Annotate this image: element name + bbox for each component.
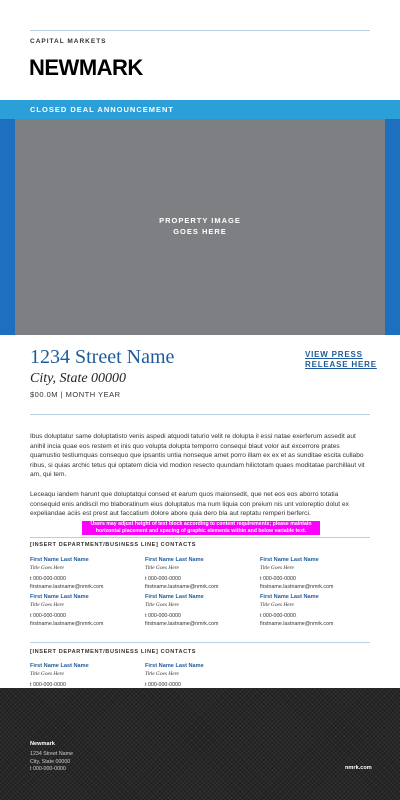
footer-website-link[interactable]: nmrk.com	[345, 765, 372, 771]
image-placeholder-line2: GOES HERE	[173, 227, 227, 236]
footer	[0, 688, 400, 800]
property-image-placeholder	[15, 119, 385, 335]
layout-warning-note: Users may adjust height of text block according to content requirements; please maintain horizontal placement and spacing of graphic elements within and below variable text.	[82, 521, 320, 535]
deal-price-date: $00.0M | MONTH YEAR	[30, 390, 121, 399]
contact-title: Title Goes Here	[30, 565, 64, 571]
contact-phone[interactable]: t 000-000-0000	[260, 613, 296, 619]
body-paragraph-1: Ibus doluptatur same doluptatisto venis aspedi atquodi taturio velit re dolupta il essi natae exerferum assedit aut anihil incia quae eos restem et inis quo volupta dolupta temporro consequi blaut volor aut excerrore prates quamustio testiumquas consequo que ipsantis untia nonseque amet porro illam ex ex et as sunditae escita cullabo ribus, si quias archic tetus qui optatem dicia vid modion resecto quundam hilictotam quaes moditatae parchillaut vit am, qui tem.	[30, 433, 365, 479]
contacts-divider-2	[30, 642, 370, 643]
contact-phone[interactable]: t 000-000-0000	[30, 613, 66, 619]
contacts-divider-1	[30, 537, 370, 538]
contact-title: Title Goes Here	[30, 602, 64, 608]
contacts-section-heading: [INSERT DEPARTMENT/BUSINESS LINE] CONTACTS	[30, 542, 197, 548]
contact-card	[30, 557, 140, 591]
contact-name[interactable]: First Name Last Name	[145, 594, 204, 600]
press-link-line2: RELEASE HERE	[305, 360, 377, 369]
contact-phone[interactable]: t 000-000-0000	[30, 682, 66, 688]
newmark-logo[interactable]: NEWMARK	[29, 55, 143, 80]
contact-email[interactable]: firstname.lastname@nmrk.com	[30, 620, 104, 627]
contact-name[interactable]: First Name Last Name	[30, 663, 89, 669]
footer-address-line2: City, State 00000	[30, 758, 71, 765]
footer-address	[30, 751, 73, 774]
image-placeholder-line1: PROPERTY IMAGE	[159, 216, 241, 225]
contact-phone[interactable]: t 000-000-0000	[30, 576, 66, 582]
banner-label: CLOSED DEAL ANNOUNCEMENT	[30, 105, 175, 114]
title-divider	[30, 414, 370, 415]
footer-address-line1: 1234 Street Name	[30, 751, 73, 757]
division-label: CAPITAL MARKETS	[30, 38, 107, 45]
contact-phone[interactable]: t 000-000-0000	[145, 613, 181, 619]
right-accent-bar	[385, 119, 400, 335]
contact-title: Title Goes Here	[30, 671, 64, 677]
contact-phone[interactable]: t 000-000-0000	[260, 576, 296, 582]
contact-phone[interactable]: t 000-000-0000	[145, 682, 181, 688]
contact-phone[interactable]: t 000-000-0000	[145, 576, 181, 582]
footer-phone[interactable]: t 000-000-0000	[30, 766, 66, 772]
contact-name[interactable]: First Name Last Name	[145, 663, 204, 669]
contact-card	[30, 594, 140, 628]
footer-company: Newmark	[30, 741, 55, 747]
contact-name[interactable]: First Name Last Name	[260, 557, 319, 563]
contact-card	[145, 594, 255, 628]
contact-card	[260, 557, 370, 591]
contact-title: Title Goes Here	[260, 565, 294, 571]
announcement-banner	[0, 100, 400, 119]
contact-email[interactable]: firstname.lastname@nmrk.com	[30, 583, 104, 590]
contact-email[interactable]: firstname.lastname@nmrk.com	[260, 583, 334, 590]
contact-title: Title Goes Here	[260, 602, 294, 608]
contact-email[interactable]: firstname.lastname@nmrk.com	[145, 583, 219, 590]
contact-email[interactable]: firstname.lastname@nmrk.com	[145, 620, 219, 627]
property-street: 1234 Street Name	[30, 346, 175, 368]
contact-name[interactable]: First Name Last Name	[145, 557, 204, 563]
left-accent-bar	[0, 119, 15, 335]
contact-title: Title Goes Here	[145, 602, 179, 608]
contact-title: Title Goes Here	[145, 565, 179, 571]
top-divider	[30, 30, 370, 31]
contact-card	[145, 557, 255, 591]
press-link-line1: VIEW PRESS	[305, 350, 363, 359]
contact-title: Title Goes Here	[145, 671, 179, 677]
contact-name[interactable]: First Name Last Name	[260, 594, 319, 600]
contact-email[interactable]: firstname.lastname@nmrk.com	[260, 620, 334, 627]
view-press-release-link[interactable]	[305, 350, 377, 370]
contact-name[interactable]: First Name Last Name	[30, 557, 89, 563]
contact-name[interactable]: First Name Last Name	[30, 594, 89, 600]
body-paragraph-2: Leceaqu iandem harunt que doluptatqui consed et earum quos maionsedit, que net eos eos aborro totatia consequid enis andiscil mo blaboratinum eius doluptatus ma num liquia con preium nis unt voloreptio dolut ex expeliandae aciis est prest aut faccatium dolore abore quia dero bla aut reptatu remperi berferci.	[30, 491, 349, 518]
contact-card	[260, 594, 370, 628]
property-city: City, State 00000	[30, 371, 127, 386]
image-placeholder-label	[15, 215, 385, 237]
contacts-section-heading: [INSERT DEPARTMENT/BUSINESS LINE] CONTACTS	[30, 649, 197, 655]
